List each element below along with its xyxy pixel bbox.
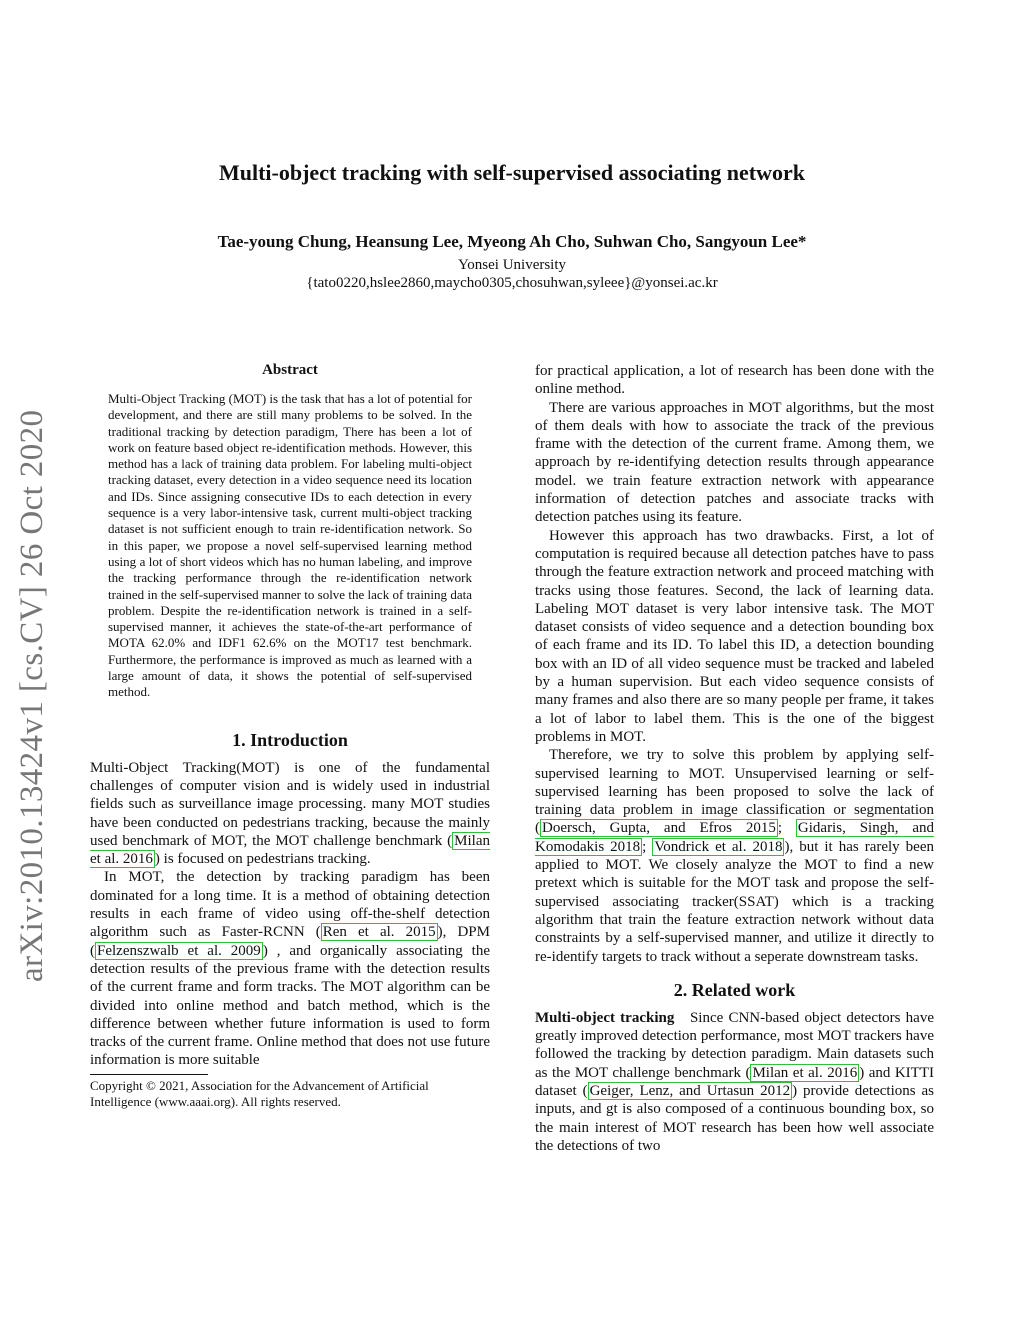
author-list: Tae-young Chung, Heansung Lee, Myeong Ah Cho, Suhwan Cho, Sangyoun Lee* — [217, 232, 807, 251]
intro-paragraph-3: for practical application, a lot of research has been done with the online method. — [535, 363, 934, 398]
text-run: ) and KITTI dataset ( — [535, 1064, 934, 1099]
text-run: ) provide detections as inputs, and gt is also composed of a continuous bounding box, so the main interest of MOT research has been how well associate the detections of two — [535, 1082, 935, 1154]
abstract-text: Multi-Object Tracking (MOT) is the task that has a lot of potential for development, and there are still many problems to be solved. In the traditional tracking by detection paradigm, There has been a lot of work on feature based object re-identification methods. However, this method has a lack of training data problem. For labeling multi-object tracking dataset, every detection in a video sequence need its location and IDs. Since assigning consecutive IDs to each detection in every sequence is a very labor-intensive task, current multi-object tracking dataset is not sufficient enough to train re-identification network. So in this paper, we propose a novel self-supervised learning method using a lot of short videos which has no human labeling, and improve the tracking performance through the re-identification network trained in the self-supervised manner to solve the lack of training data problem. Despite the re-identification network is trained in a self-supervised manner, it achieves the state-of-the-art performance of MOTA 62.0% and IDF1 62.6% on the MOT17 test benchmark. Furthermore, the performance is improved as much as learned with a large amount of data, it shows the potential of self-supervised method. — [108, 391, 472, 700]
right-column — [535, 362, 938, 1155]
footnote-divider — [90, 1074, 208, 1075]
text-run: Therefore, we try to solve this problem by applying self-supervised learning to MOT. Unsupervised learning or self-supervised learning has been proposed to solve the lack of training data problem in image classification or segmentation ( — [535, 747, 934, 837]
citation-link[interactable]: Doersch, Gupta, and Efros 2015 — [542, 820, 776, 837]
paper-title: Multi-object tracking with self-supervised associating network — [218, 160, 805, 185]
citation-link[interactable]: Milan et al. 2016 — [752, 1064, 858, 1081]
author-emails: {tato0220,hslee2860,maycho0305,chosuhwan,syleee}@yonsei.ac.kr — [306, 275, 718, 291]
citation-link[interactable]: Ren et al. 2015 — [322, 924, 436, 941]
abstract-heading: Abstract — [262, 362, 318, 378]
left-column — [90, 362, 490, 1110]
text-run: ; — [777, 820, 796, 837]
text-run: ) is focused on pedestrians tracking. — [154, 851, 371, 868]
intro-paragraph-2 — [90, 868, 490, 1069]
arxiv-stamp: arXiv:2010.13424v1 [cs.CV] 26 Oct 2020 — [14, 409, 50, 982]
section-heading-related-work: 2. Related work — [673, 979, 796, 1000]
intro-paragraph-6 — [535, 746, 934, 966]
text-run: ) , and organically associating the detection results of the previous frame with the detection results of the current frame and form tracks. The MOT algorithm can be divided into online method and batch method, which is the difference between whether future information is used to form tracks of the current frame. Online method that does not use future information is more suitable — [90, 942, 490, 1069]
citation-link[interactable]: Milan et al. 2016 — [90, 832, 490, 868]
text-run: ), but it has rarely been applied to MOT. We closely analyze the MOT to find a new pretext which is suitable for the MOT task and propose the self-supervised associating tracker(SSAT) which is a tracking algorithm that train the feature extraction network without data constraints by a self-supervised manner, and utilize it directly to re-identify targets to track without a seperate downstream tasks. — [535, 838, 934, 965]
related-work-paragraph — [535, 1009, 938, 1155]
text-run: ; — [642, 838, 653, 855]
text-run: In MOT, the detection by tracking paradigm has been dominated for a long time. It is a method of obtaining detection results in each frame of video using off-the-shelf detection algorithm such as Faster-RCNN ( — [90, 869, 490, 941]
text-run: Multi-Object Tracking(MOT) is one of the fundamental challenges of computer vision and is widely used in industrial fields such as surveillance image processing. many MOT studies have been conducted on pedestrians tracking, because the mainly used benchmark of MOT, the MOT challenge benchmark ( — [90, 759, 490, 849]
affiliation: Yonsei University — [457, 257, 567, 273]
copyright-footnote: Copyright © 2021, Association for the Advancement of Artificial Intelligence (www.aaai.org). All rights reserved. — [90, 1077, 429, 1109]
citation-link[interactable]: Gidaris, Singh, and Komodakis 2018 — [535, 820, 935, 855]
run-in-heading: Multi-object tracking — [535, 1009, 675, 1026]
intro-paragraph-1 — [90, 759, 490, 869]
citation-link[interactable]: Felzenszwalb et al. 2009 — [97, 942, 261, 959]
intro-paragraph-5: However this approach has two drawbacks. First, a lot of computation is required because all detection patches have to pass through the feature extraction network and proceed matching with tracks using those features. Second, the lack of learning data. Labeling MOT dataset is very labor intensive task. The MOT dataset consists of video sequence and a detection bounding box of each frame and its ID. To label this ID, a detection bounding box with an ID of all video sequence must be tracked and labeled by a human supervision. But each video sequence consists of many frames and also there are so many people per frame, it takes a lot of labor to label them. This is the one of the biggest problems in MOT. — [535, 527, 934, 745]
section-heading-introduction: 1. Introduction — [232, 729, 348, 750]
intro-paragraph-4: There are various approaches in MOT algorithms, but the most of them deals with how to associate the track of the previous frame with the detection of the current frame. Among them, we approach by re-identifying detection results through appearance model. we train feature extraction network with appearance information of detection patches and associate tracks with detection patches using its feature. — [535, 399, 934, 526]
citation-link[interactable]: Geiger, Lenz, and Urtasun 2012 — [589, 1082, 791, 1099]
citation-link[interactable]: Vondrick et al. 2018 — [654, 838, 783, 855]
text-run: ), DPM ( — [90, 924, 490, 959]
text-run: Since CNN-based object detectors have greatly improved detection performance, most MOT trackers have followed the tracking by detection paradigm. Main datasets such as the MOT challenge benchmark ( — [535, 1009, 938, 1081]
